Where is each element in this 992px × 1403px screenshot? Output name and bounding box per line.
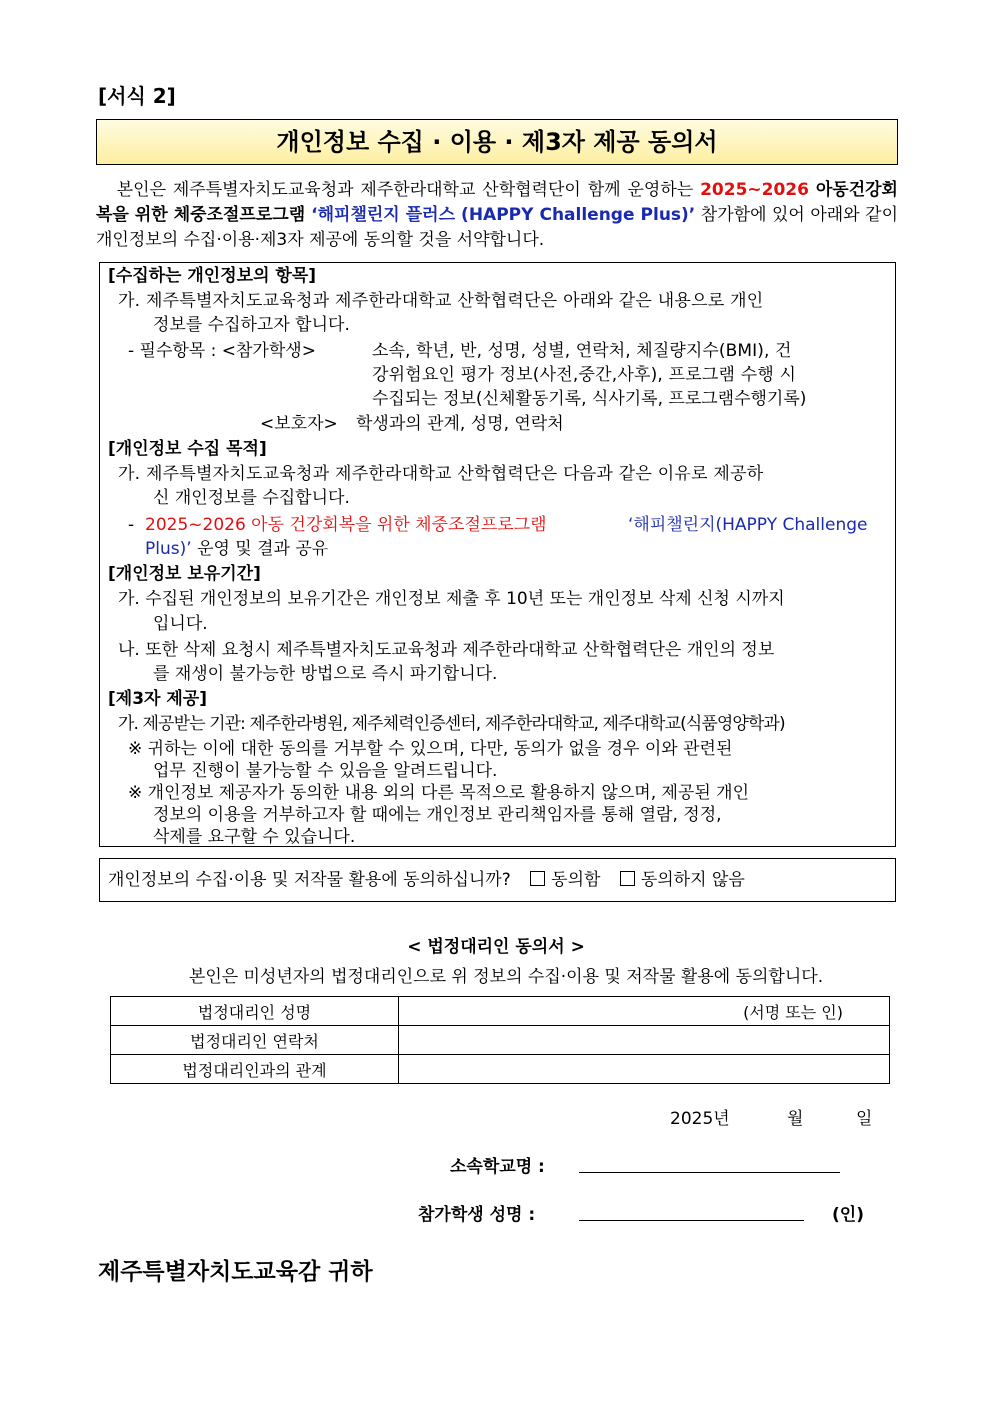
collect-item-a-cont: 정보를 수집하고자 합니다.	[153, 315, 350, 335]
student-items-3: 수집되는 정보(신체활동기록, 식사기록, 프로그램수행기록)	[372, 389, 807, 409]
intro-text-1: 본인은 제주특별자치도교육청과 제주한라대학교 산학협력단이 함께 운영하는	[116, 180, 701, 200]
purpose-program-red: 2025~2026 아동 건강회복을 위한 체중조절프로그램	[145, 515, 547, 535]
guardian-label: <보호자>	[260, 414, 338, 434]
purpose-program-blue: ‘해피챌린지(HAPPY Challenge	[628, 515, 868, 535]
third-party-heading: [제3자 제공]	[108, 689, 207, 709]
guardian-name-field[interactable]: (서명 또는 인)	[399, 997, 890, 1026]
purpose-item-a: 가. 제주특별자치도교육청과 제주한라대학교 산학협력단은 다음과 같은 이유로 제공하	[118, 464, 764, 484]
intro-paragraph	[96, 178, 898, 253]
retention-heading: [개인정보 보유기간]	[108, 564, 261, 584]
student-name-field[interactable]	[579, 1220, 804, 1221]
third-party-note-2: ※ 개인정보 제공자가 동의한 내용 외의 다른 목적으로 활용하지 않으며, 제공된 개인	[128, 783, 750, 803]
purpose-dash: -	[128, 515, 135, 535]
guardian-section-title: < 법정대리인 동의서 >	[407, 937, 585, 957]
disagree-label: 동의하지 않음	[640, 870, 745, 890]
purpose-tail: 운영 및 결과 공유	[197, 539, 329, 559]
guardian-relation-label: 법정대리인과의 관계	[111, 1055, 399, 1084]
required-label: - 필수항목 : <참가학생>	[128, 341, 316, 361]
guardian-relation-field[interactable]	[399, 1055, 890, 1084]
addressee: 제주특별자치도교육감 귀하	[98, 1259, 373, 1285]
third-party-note-1: ※ 귀하는 이에 대한 동의를 거부할 수 있으며, 다만, 동의가 없을 경우 이와 관련된	[128, 739, 733, 759]
date-month: 월	[787, 1109, 804, 1129]
retention-item-a: 가. 수집된 개인정보의 보유기간은 개인정보 제출 후 10년 또는 개인정보 삭제 신청 시까지	[118, 589, 785, 609]
intro-program-name: ‘해피챌린지 플러스 (HAPPY Challenge Plus)’	[311, 205, 696, 225]
consent-question-box	[99, 858, 896, 902]
student-items-2: 강위험요인 평가 정보(사전,중간,사후), 프로그램 수행 시	[372, 365, 797, 385]
guardian-items: 학생과의 관계, 성명, 연락처	[356, 414, 564, 434]
document-title: 개인정보 수집 · 이용 · 제3자 제공 동의서	[96, 119, 898, 165]
guardian-section-intro: 본인은 미성년자의 법정대리인으로 위 정보의 수집·이용 및 저작물 활용에 동의합니다.	[188, 967, 824, 987]
seal-mark: (인)	[832, 1205, 864, 1225]
third-party-note-1-cont: 업무 진행이 불가능할 수 있음을 알려드립니다.	[153, 761, 498, 781]
guardian-contact-label: 법정대리인 연락처	[111, 1026, 399, 1055]
retention-item-a-cont: 입니다.	[153, 614, 208, 634]
guardian-name-label: 법정대리인 성명	[111, 997, 399, 1026]
purpose-program-blue-cont: Plus)’	[145, 539, 192, 559]
student-items-1: 소속, 학년, 반, 성명, 성별, 연락처, 체질량지수(BMI), 건	[372, 341, 792, 361]
purpose-heading: [개인정보 수집 목적]	[108, 439, 267, 459]
table-row	[111, 997, 890, 1026]
retention-item-b-cont: 를 재생이 불가능한 방법으로 즉시 파기합니다.	[153, 664, 498, 684]
form-number: [서식 2]	[98, 84, 176, 108]
intro-text-2: 참가함에 있어 아래와 같이 개인정보의 수집·이용·제3자 제공에 동의할 것을 서약합니다.	[96, 205, 898, 250]
date-day: 일	[856, 1109, 873, 1129]
third-party-item-a: 가. 제공받는 기관: 제주한라병원, 제주체력인증센터, 제주한라대학교, 제주대학교(식품영양학과)	[118, 714, 785, 734]
consent-question: 개인정보의 수집·이용 및 저작물 활용에 동의하십니까?	[108, 870, 511, 890]
terms-box	[99, 262, 896, 847]
disagree-checkbox[interactable]	[620, 871, 635, 886]
retention-item-b: 나. 또한 삭제 요청시 제주특별자치도교육청과 제주한라대학교 산학협력단은 개인의 정보	[118, 640, 775, 660]
school-name-label: 소속학교명 :	[450, 1157, 545, 1177]
guardian-table	[110, 996, 890, 1084]
collect-heading: [수집하는 개인정보의 항목]	[108, 266, 317, 286]
table-row	[111, 1026, 890, 1055]
third-party-note-2-cont: 정보의 이용을 거부하고자 할 때에는 개인정보 관리책임자를 통해 열람, 정정,	[153, 805, 722, 825]
collect-item-a: 가. 제주특별자치도교육청과 제주한라대학교 산학협력단은 아래와 같은 내용으로 개인	[118, 291, 764, 311]
guardian-contact-field[interactable]	[399, 1026, 890, 1055]
table-row	[111, 1055, 890, 1084]
date-year: 2025년	[670, 1109, 730, 1129]
third-party-note-2-end: 삭제를 요구할 수 있습니다.	[153, 827, 356, 847]
agree-checkbox[interactable]	[530, 871, 545, 886]
intro-program: 아동건강회복을 위한 체중조절프로그램	[96, 180, 898, 225]
purpose-item-a-cont: 신 개인정보를 수집합니다.	[153, 488, 350, 508]
school-name-field[interactable]	[579, 1172, 840, 1173]
student-name-label: 참가학생 성명 :	[418, 1205, 536, 1225]
intro-years: 2025~2026	[700, 180, 809, 200]
agree-label: 동의함	[551, 870, 601, 890]
